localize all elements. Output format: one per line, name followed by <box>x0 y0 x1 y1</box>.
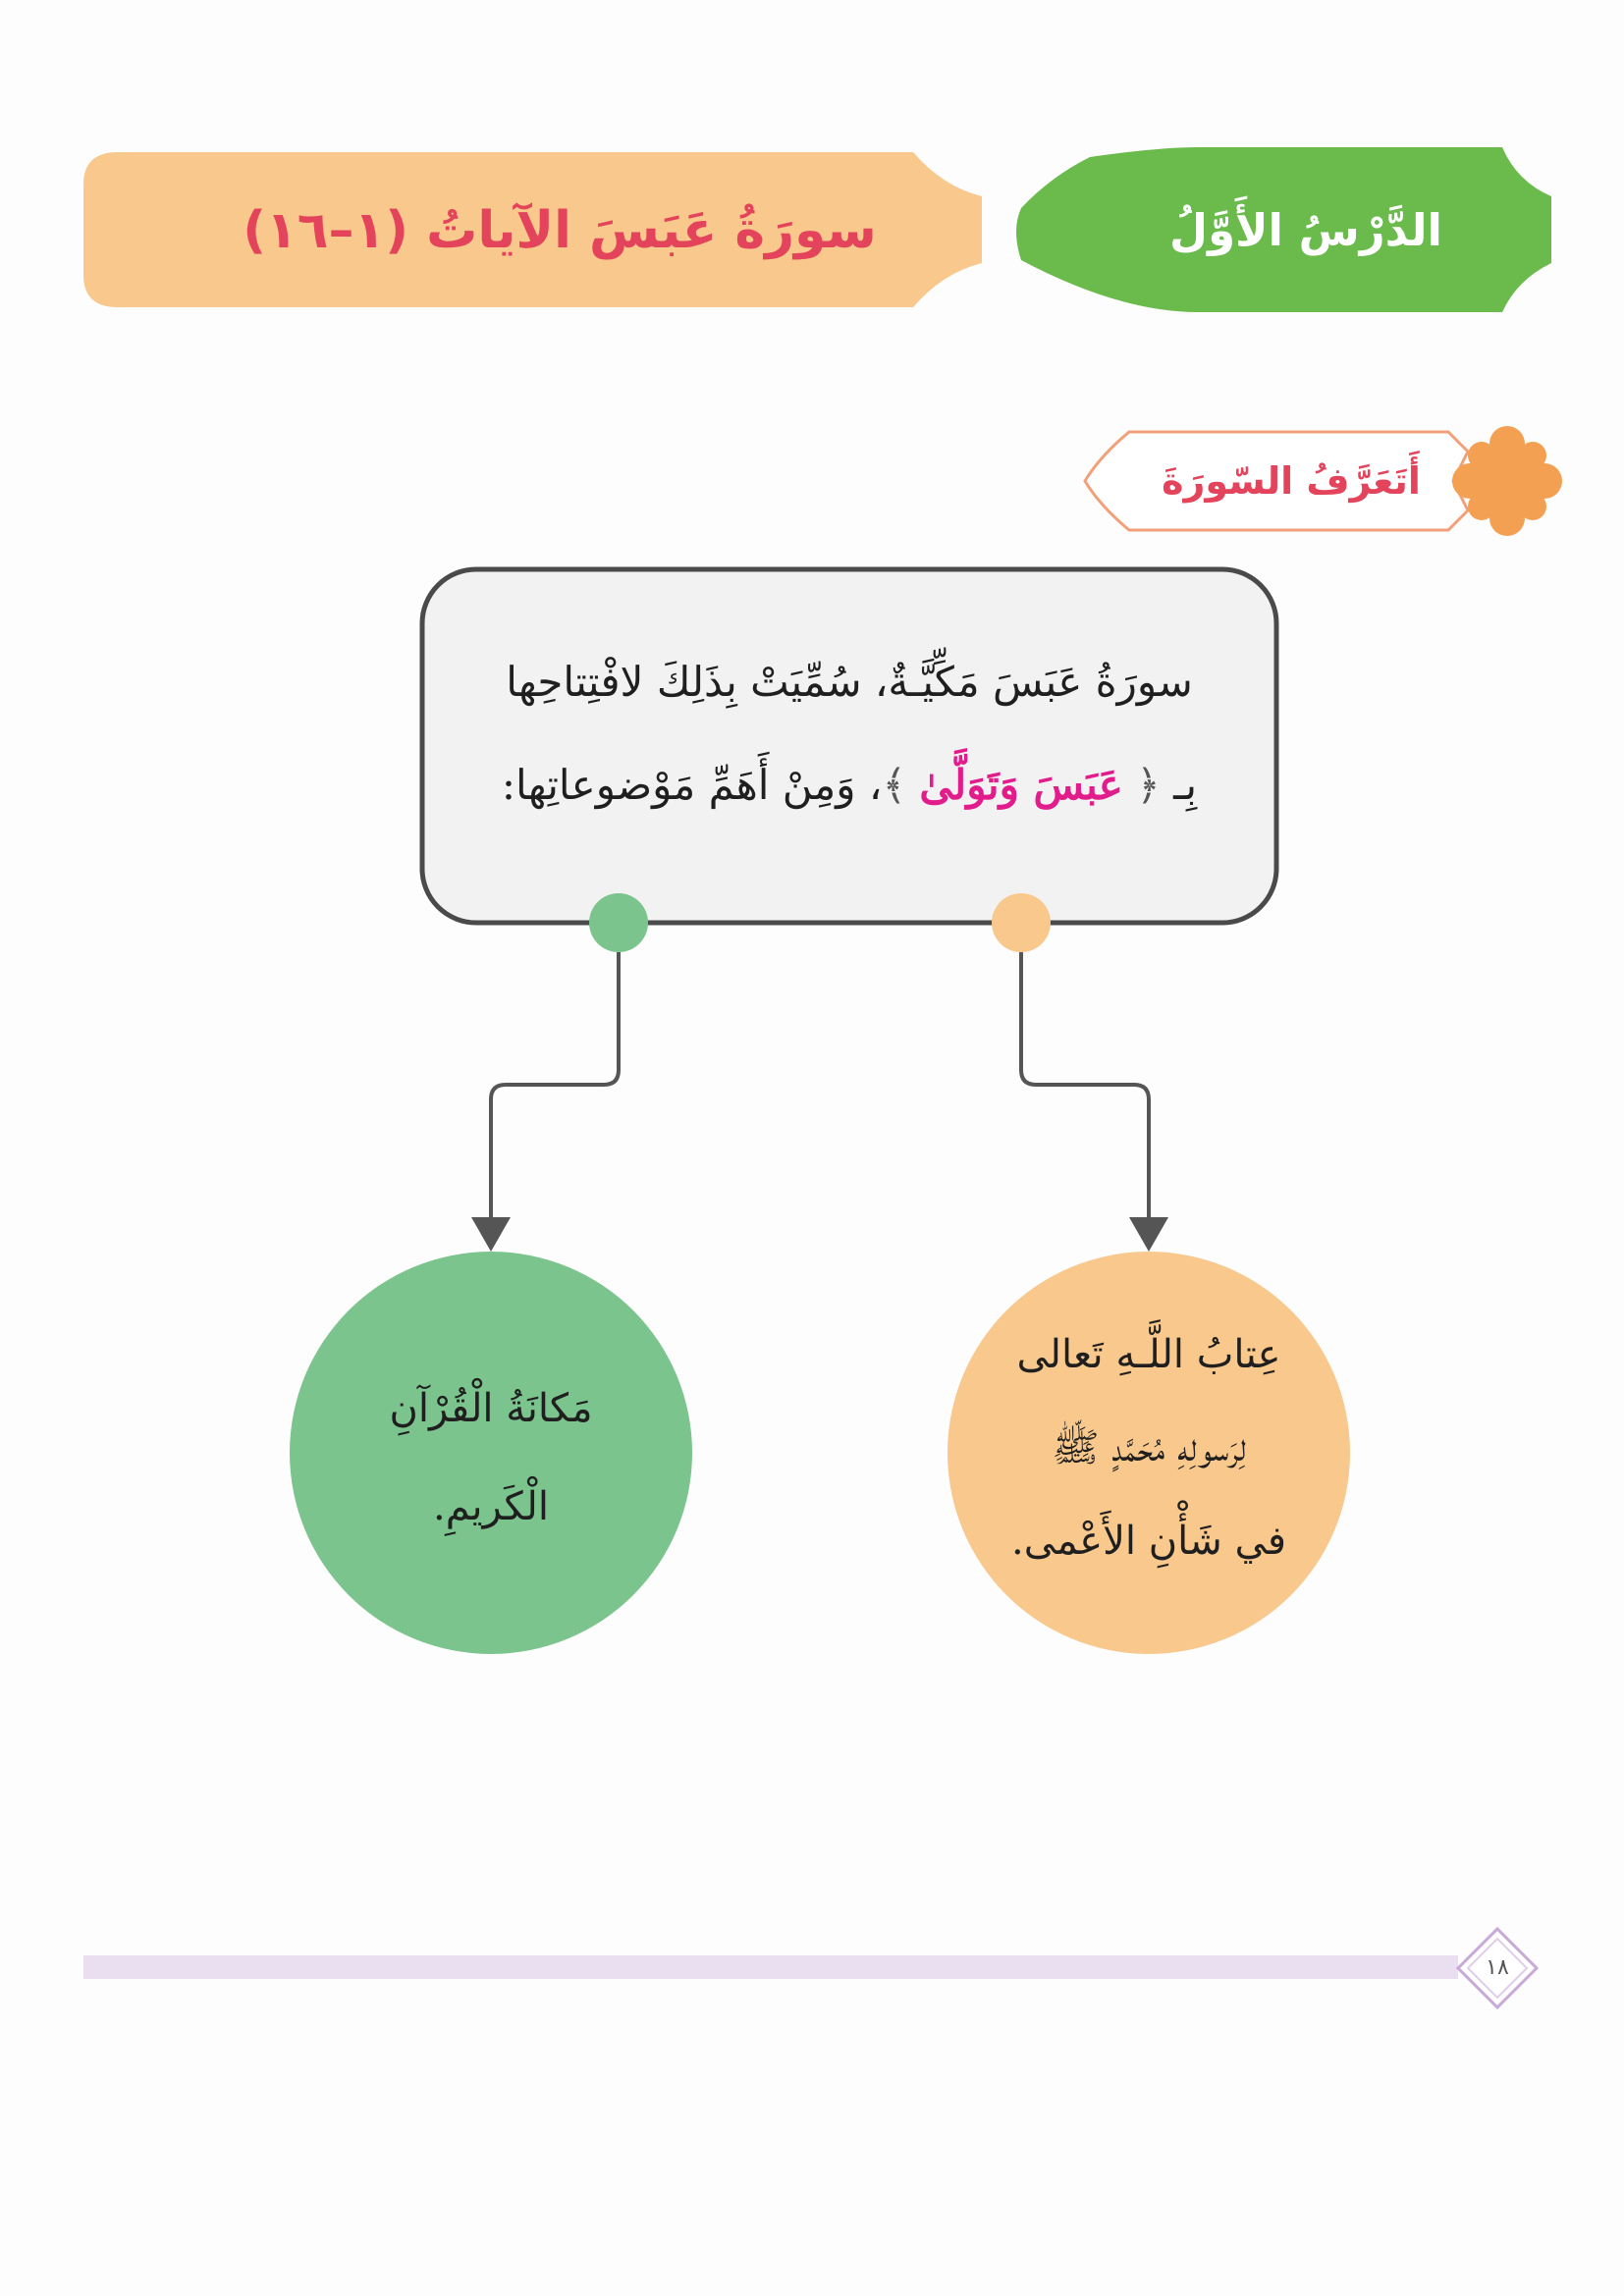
intro-text-line1: سورَةُ عَبَسَ مَكِّيَّـةٌ، سُمِّيَتْ بِذَلِكَ لافْتِتاحِها <box>506 658 1193 706</box>
topic-right-line1: عِتابُ اللَّـهِ تَعالى <box>1016 1332 1281 1377</box>
topic-right-line3: في شَأْنِ الأَعْمى. <box>1011 1519 1286 1564</box>
quran-quote: عَبَسَ وَتَوَلَّىٰ <box>919 761 1123 809</box>
intro-text-line2 <box>452 751 1247 820</box>
topic-right-line2: لِرَسولِهِ مُحَمَّدٍ ﷺ <box>1052 1425 1246 1470</box>
connector-line-left <box>491 952 619 1222</box>
lesson-label: الدَّرْسُ الأَوَّلُ <box>1169 204 1442 256</box>
topic-left-line1: مَكانَةُ الْقُرْآنِ <box>389 1386 593 1431</box>
intro-suffix: ، وَمِنْ أَهَمِّ مَوْضوعاتِها: <box>501 761 883 809</box>
quran-close-bracket: ﴾ <box>882 761 907 809</box>
footer-bar <box>83 1955 1458 1979</box>
connector-line-right <box>1021 952 1149 1222</box>
arrow-head-right <box>1129 1217 1168 1252</box>
intro-prefix: بِـ <box>1173 761 1198 809</box>
connector-dot-green <box>589 893 648 952</box>
connector-dot-orange <box>992 893 1051 952</box>
topic-circle-left <box>290 1252 692 1654</box>
section-heading: أَتَعَرَّفُ السّورَةَ <box>1162 459 1421 503</box>
topic-left-line2: الْكَريمِ. <box>433 1484 549 1529</box>
flower-icon <box>1452 426 1562 536</box>
lesson-title: سورَةُ عَبَسَ الآياتُ (١–١٦) <box>243 201 877 260</box>
page-number: ١٨ <box>1486 1955 1509 1980</box>
arrow-head-left <box>471 1217 511 1252</box>
intro-box <box>422 569 1276 923</box>
quran-open-bracket: ﴿ <box>1136 761 1161 809</box>
